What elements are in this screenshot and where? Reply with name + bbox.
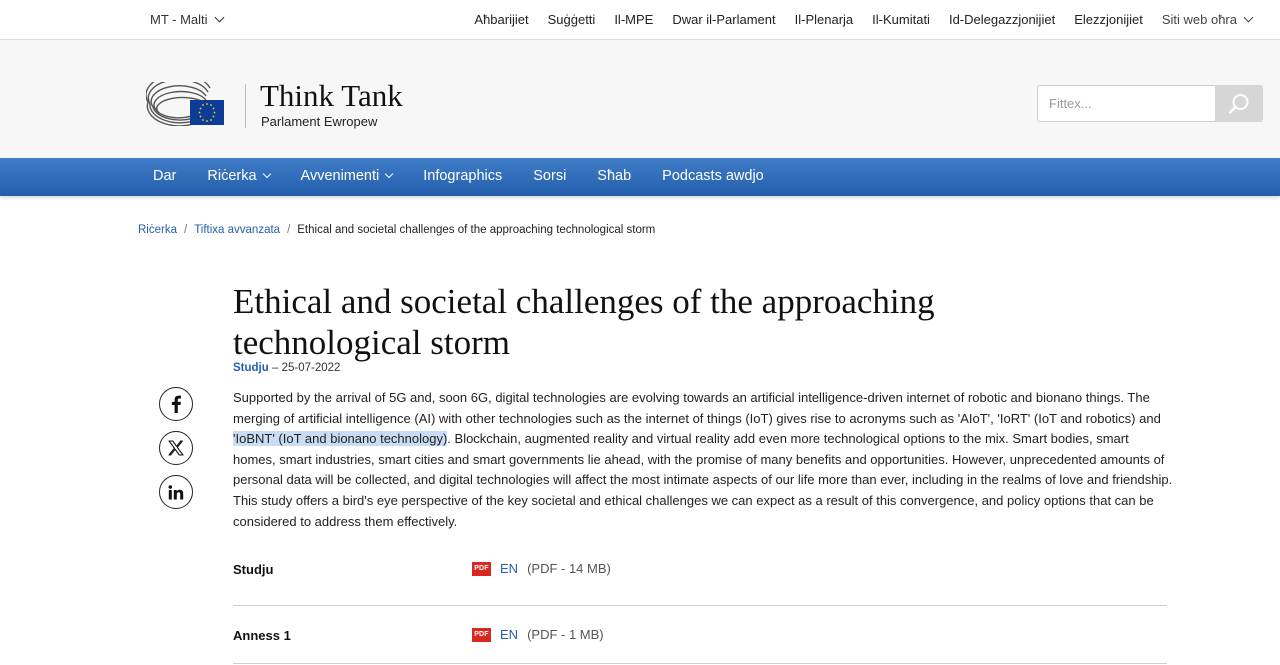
chevron-down-icon bbox=[262, 170, 270, 178]
meta-separator: – bbox=[268, 362, 282, 374]
chevron-down-icon bbox=[214, 13, 224, 23]
article-abstract bbox=[233, 388, 1173, 532]
nav-item-label: Avvenimenti bbox=[300, 168, 380, 184]
chevron-down-icon bbox=[385, 170, 393, 178]
breadcrumb-separator: / bbox=[183, 224, 188, 236]
page-title: Ethical and societal challenges of the approaching technological storm bbox=[233, 282, 935, 362]
linkedin-icon bbox=[168, 485, 184, 500]
nav-item-label: Riċerka bbox=[207, 168, 257, 184]
download-row bbox=[233, 618, 1167, 664]
top-link-topics[interactable]: Suġġetti bbox=[547, 12, 596, 27]
search-box bbox=[1037, 85, 1263, 122]
x-icon bbox=[168, 440, 184, 456]
share-facebook-button[interactable] bbox=[159, 387, 193, 421]
nav-item-label: Sorsi bbox=[533, 168, 567, 184]
download-row bbox=[233, 552, 1167, 606]
nav-item-events[interactable] bbox=[301, 168, 393, 184]
nav-item-research[interactable] bbox=[207, 168, 269, 184]
top-utility-bar bbox=[0, 0, 1280, 40]
main-nav-list bbox=[153, 168, 795, 184]
file-size: (PDF - 1 MB) bbox=[527, 627, 604, 642]
nav-item-label: Sħab bbox=[597, 168, 632, 184]
publication-date: 25-07-2022 bbox=[281, 362, 341, 374]
language-selector[interactable] bbox=[150, 12, 223, 27]
breadcrumb-research[interactable]: Riċerka bbox=[138, 224, 177, 236]
download-label: Anness 1 bbox=[233, 628, 291, 643]
top-link-delegations[interactable]: Id-Delegazzjonijiet bbox=[948, 12, 1056, 27]
top-link-meps[interactable]: Il-MPE bbox=[614, 12, 654, 27]
download-link-en[interactable]: EN bbox=[500, 561, 519, 576]
breadcrumb-separator: / bbox=[287, 224, 291, 236]
magnifier-icon bbox=[1228, 93, 1250, 115]
chevron-down-icon bbox=[1244, 13, 1254, 23]
top-links bbox=[455, 12, 1252, 27]
nav-item-label: Podcasts awdjo bbox=[662, 168, 764, 184]
site-header bbox=[0, 40, 1280, 158]
pdf-icon: PDF bbox=[472, 562, 491, 576]
abstract-highlighted-text: 'IoBNT' (IoT and bionano technology) bbox=[233, 431, 448, 447]
main-navigation bbox=[0, 158, 1280, 196]
pdf-icon: PDF bbox=[472, 628, 491, 642]
breadcrumb-advanced-search[interactable]: Tiftixa avvanzata bbox=[194, 224, 281, 236]
nav-item-podcasts[interactable] bbox=[662, 168, 764, 184]
abstract-text: . Blockchain, augmented reality and virtual reality add even more technological options to the mix. Smart bodies, smart homes, smart industries, smart cities and smart governments lie ahead, with the promise of many benefits and opportunities. However, unprecedented amounts of personal data will be collected, and digital technologies will affect the most intimate aspects of our life more than ever, including in the realms of love and friendship. This study offers a bird's eye perspective of the key societal and ethical challenges we can expect as a result of this convergence, and policy options that can be considered to address them effectively. bbox=[233, 431, 1173, 529]
top-link-committees[interactable]: Il-Kumitati bbox=[872, 12, 930, 27]
download-link-en[interactable]: EN bbox=[500, 627, 519, 642]
download-file bbox=[472, 627, 604, 642]
top-link-about-parliament[interactable]: Dwar il-Parlament bbox=[672, 12, 776, 27]
brand-divider bbox=[245, 84, 246, 128]
brand-title[interactable]: Think Tank bbox=[260, 78, 403, 113]
nav-item-label: Infographics bbox=[423, 168, 503, 184]
nav-item-sources[interactable] bbox=[533, 168, 566, 184]
top-link-news[interactable]: Aħbarijiet bbox=[474, 12, 529, 27]
language-label: MT - Malti bbox=[150, 12, 208, 27]
other-websites-label: Siti web oħra bbox=[1161, 12, 1237, 27]
search-button[interactable] bbox=[1215, 85, 1263, 122]
facebook-icon bbox=[170, 395, 182, 413]
nav-item-infographics[interactable] bbox=[423, 168, 502, 184]
download-file bbox=[472, 561, 611, 576]
abstract-text: Supported by the arrival of 5G and, soon 6G, digital technologies are evolving towards an artificial intelligence-driven internet of robotic and bionano things. The merging of artificial intelligence (AI) with other technologies such as the internet of things (IoT) gives rise to acronyms such as 'AIoT', 'IoRT' (IoT and robotics) and bbox=[233, 390, 1161, 426]
publication-meta bbox=[233, 362, 340, 374]
top-link-elections[interactable]: Elezzjonijiet bbox=[1074, 12, 1143, 27]
social-share bbox=[159, 387, 193, 509]
file-size: (PDF - 14 MB) bbox=[527, 561, 611, 576]
share-x-button[interactable] bbox=[159, 431, 193, 465]
download-label: Studju bbox=[233, 562, 274, 577]
top-link-plenary[interactable]: Il-Plenarja bbox=[794, 12, 854, 27]
other-websites-dropdown[interactable] bbox=[1162, 12, 1252, 27]
nav-item-home[interactable] bbox=[153, 168, 176, 184]
nav-item-label: Dar bbox=[153, 168, 177, 184]
brand-subtitle: Parlament Ewropew bbox=[261, 114, 378, 129]
european-parliament-logo[interactable] bbox=[146, 82, 226, 126]
search-input[interactable] bbox=[1037, 85, 1215, 122]
publication-type-link[interactable]: Studju bbox=[233, 362, 269, 374]
nav-item-partners[interactable] bbox=[597, 168, 631, 184]
share-linkedin-button[interactable] bbox=[159, 475, 193, 509]
breadcrumb bbox=[138, 224, 655, 236]
breadcrumb-current: Ethical and societal challenges of the approaching technological storm bbox=[297, 224, 656, 236]
